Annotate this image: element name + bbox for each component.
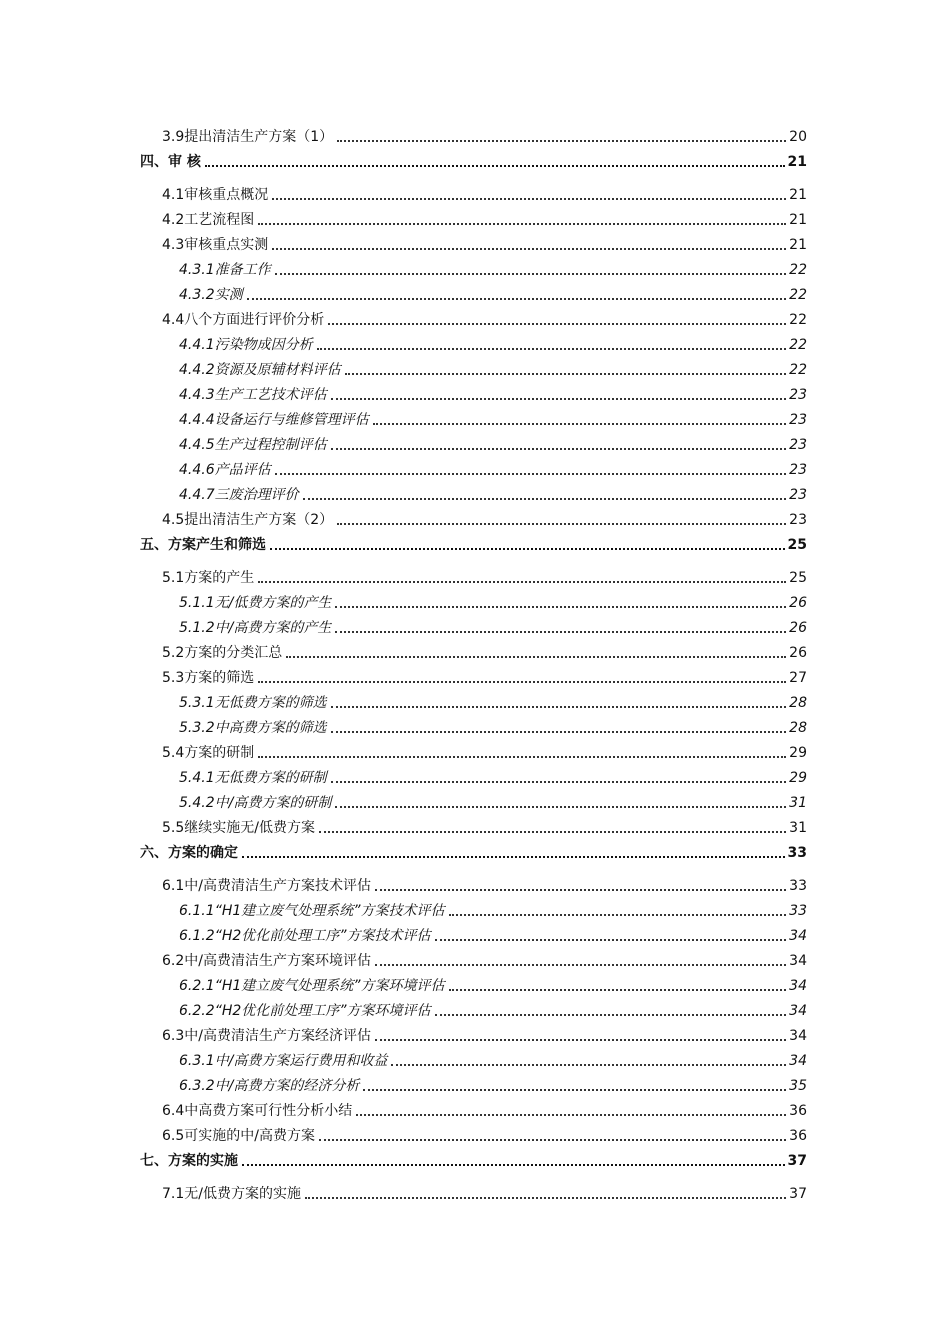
toc-page-number: 23 xyxy=(789,437,807,453)
toc-entry-title: 4.4八个方面进行评价分析 xyxy=(162,312,325,328)
toc-subsection-entry[interactable] xyxy=(179,690,807,712)
dot-leader xyxy=(449,989,786,991)
toc-entry-title: 5.2方案的分类汇总 xyxy=(162,645,283,661)
toc-entry-title: 6.5可实施的中/高费方案 xyxy=(162,1128,315,1144)
toc-section-entry[interactable] xyxy=(162,640,807,662)
toc-subsection-entry[interactable] xyxy=(179,898,807,920)
dot-leader xyxy=(258,681,786,683)
toc-entry-title: 4.4.6产品评估 xyxy=(179,462,271,478)
toc-page-number: 28 xyxy=(789,695,807,711)
dot-leader xyxy=(328,323,786,325)
toc-subsection-entry[interactable] xyxy=(179,715,807,737)
toc-page-number: 23 xyxy=(789,512,807,528)
dot-leader xyxy=(331,706,786,708)
toc-page-number: 34 xyxy=(789,928,807,944)
toc-subsection-entry[interactable] xyxy=(179,765,807,787)
dot-leader xyxy=(375,964,786,966)
toc-entry-title: 5.4.1无低费方案的研制 xyxy=(179,770,327,786)
dot-leader xyxy=(272,248,786,250)
toc-page-number: 36 xyxy=(789,1103,807,1119)
toc-entry-title: 4.3审核重点实测 xyxy=(162,237,269,253)
toc-page-number: 31 xyxy=(789,795,807,811)
dot-leader xyxy=(319,831,786,833)
toc-page-number: 28 xyxy=(789,720,807,736)
toc-page-number: 26 xyxy=(789,645,807,661)
toc-page-number: 26 xyxy=(789,595,807,611)
toc-section-entry[interactable] xyxy=(162,565,807,587)
toc-entry-title: 5.1.2中/高费方案的产生 xyxy=(179,620,332,636)
toc-page-number: 21 xyxy=(789,237,807,253)
toc-entry-title: 6.1.1“H1建立废气处理系统”方案技术评估 xyxy=(179,903,445,919)
dot-leader xyxy=(449,914,786,916)
toc-entry-title: 7.1无/低费方案的实施 xyxy=(162,1186,301,1202)
toc-section-entry[interactable] xyxy=(162,124,807,146)
toc-entry-title: 七、方案的实施 xyxy=(140,1153,238,1169)
toc-subsection-entry[interactable] xyxy=(179,973,807,995)
toc-page-number: 34 xyxy=(789,1053,807,1069)
toc-entry-title: 4.4.2资源及原辅材料评估 xyxy=(179,362,341,378)
toc-entry-title: 4.3.2实测 xyxy=(179,287,243,303)
toc-section-entry[interactable] xyxy=(162,1181,807,1203)
toc-entry-title: 4.3.1准备工作 xyxy=(179,262,271,278)
dot-leader xyxy=(335,606,786,608)
toc-section-entry[interactable] xyxy=(162,665,807,687)
toc-section-entry[interactable] xyxy=(162,1098,807,1120)
toc-entry-title: 5.3方案的筛选 xyxy=(162,670,255,686)
toc-entry-title: 4.4.7三废治理评价 xyxy=(179,487,299,503)
toc-page-number: 34 xyxy=(789,1003,807,1019)
toc-entry-title: 3.9提出清洁生产方案（1） xyxy=(162,129,334,145)
toc-subsection-entry[interactable] xyxy=(179,332,807,354)
toc-page-number: 29 xyxy=(789,770,807,786)
toc-page-number: 35 xyxy=(789,1078,807,1094)
dot-leader xyxy=(345,373,786,375)
toc-page-number: 20 xyxy=(789,129,807,145)
toc-subsection-entry[interactable] xyxy=(179,282,807,304)
toc-entry-title: 4.2工艺流程图 xyxy=(162,212,255,228)
dot-leader xyxy=(331,398,786,400)
toc-entry-title: 5.5继续实施无/低费方案 xyxy=(162,820,315,836)
toc-page-number: 34 xyxy=(789,1028,807,1044)
dot-leader xyxy=(335,631,786,633)
toc-page-number: 37 xyxy=(787,1153,807,1169)
dot-leader xyxy=(286,656,786,658)
dot-leader xyxy=(258,581,786,583)
toc-page-number: 23 xyxy=(789,462,807,478)
toc-chapter-entry[interactable] xyxy=(140,149,807,171)
toc-entry-title: 5.1.1无/低费方案的产生 xyxy=(179,595,332,611)
toc-page-number: 33 xyxy=(787,845,807,861)
dot-leader xyxy=(331,781,786,783)
toc-entry-title: 5.3.2中高费方案的筛选 xyxy=(179,720,327,736)
toc-page-number: 21 xyxy=(789,187,807,203)
toc-section-entry[interactable] xyxy=(162,815,807,837)
toc-subsection-entry[interactable] xyxy=(179,615,807,637)
toc-page-number: 33 xyxy=(789,878,807,894)
toc-page-number: 21 xyxy=(787,154,807,170)
dot-leader xyxy=(242,856,785,858)
toc-subsection-entry[interactable] xyxy=(179,257,807,279)
toc-section-entry[interactable] xyxy=(162,232,807,254)
dot-leader xyxy=(305,1197,786,1199)
toc-chapter-entry[interactable] xyxy=(140,532,807,554)
dot-leader xyxy=(435,939,786,941)
toc-entry-title: 6.2.1“H1建立废气处理系统”方案环境评估 xyxy=(179,978,445,994)
toc-section-entry[interactable] xyxy=(162,307,807,329)
toc-page-number: 22 xyxy=(789,287,807,303)
toc-entry-title: 6.1.2“H2优化前处理工序”方案技术评估 xyxy=(179,928,431,944)
toc-section-entry[interactable] xyxy=(162,948,807,970)
dot-leader xyxy=(258,756,786,758)
toc-entry-title: 4.4.1污染物成因分析 xyxy=(179,337,313,353)
toc-page-number: 22 xyxy=(789,337,807,353)
dot-leader xyxy=(275,473,786,475)
toc-chapter-entry[interactable] xyxy=(140,1148,807,1170)
toc-entry-title: 4.5提出清洁生产方案（2） xyxy=(162,512,334,528)
toc-section-entry[interactable] xyxy=(162,873,807,895)
toc-section-entry[interactable] xyxy=(162,507,807,529)
dot-leader xyxy=(303,498,786,500)
dot-leader xyxy=(270,548,785,550)
toc-page-number: 23 xyxy=(789,387,807,403)
toc-page-number: 22 xyxy=(789,312,807,328)
toc-page-number: 25 xyxy=(787,537,807,553)
toc-subsection-entry[interactable] xyxy=(179,923,807,945)
dot-leader xyxy=(242,1164,785,1166)
toc-entry-title: 四、审 核 xyxy=(140,154,201,170)
dot-leader xyxy=(258,223,786,225)
dot-leader xyxy=(356,1114,786,1116)
toc-entry-title: 6.3.2中/高费方案的经济分析 xyxy=(179,1078,360,1094)
toc-subsection-entry[interactable] xyxy=(179,407,807,429)
toc-page-number: 22 xyxy=(789,262,807,278)
toc-entry-title: 5.3.1无低费方案的筛选 xyxy=(179,695,327,711)
dot-leader xyxy=(247,298,786,300)
toc-subsection-entry[interactable] xyxy=(179,482,807,504)
dot-leader xyxy=(363,1089,786,1091)
dot-leader xyxy=(373,423,786,425)
toc-page-number: 23 xyxy=(789,412,807,428)
toc-page-number: 34 xyxy=(789,978,807,994)
toc-section-entry[interactable] xyxy=(162,207,807,229)
toc-page-number: 22 xyxy=(789,362,807,378)
toc-page-number: 36 xyxy=(789,1128,807,1144)
toc-chapter-entry[interactable] xyxy=(140,840,807,862)
toc-entry-title: 6.2.2“H2优化前处理工序”方案环境评估 xyxy=(179,1003,431,1019)
dot-leader xyxy=(331,731,786,733)
toc-page-number: 21 xyxy=(789,212,807,228)
toc-section-entry[interactable] xyxy=(162,1023,807,1045)
toc-page-number: 23 xyxy=(789,487,807,503)
dot-leader xyxy=(391,1064,786,1066)
dot-leader xyxy=(375,1039,786,1041)
toc-entry-title: 五、方案产生和筛选 xyxy=(140,537,266,553)
toc-subsection-entry[interactable] xyxy=(179,1073,807,1095)
toc-entry-title: 6.3中/高费清洁生产方案经济评估 xyxy=(162,1028,371,1044)
dot-leader xyxy=(205,165,785,167)
toc-subsection-entry[interactable] xyxy=(179,357,807,379)
toc-entry-title: 6.2中/高费清洁生产方案环境评估 xyxy=(162,953,371,969)
toc-entry-title: 4.4.3生产工艺技术评估 xyxy=(179,387,327,403)
toc-section-entry[interactable] xyxy=(162,182,807,204)
dot-leader xyxy=(317,348,786,350)
toc-subsection-entry[interactable] xyxy=(179,382,807,404)
toc-page-number: 37 xyxy=(789,1186,807,1202)
toc-entry-title: 5.1方案的产生 xyxy=(162,570,255,586)
toc-entry-title: 6.1中/高费清洁生产方案技术评估 xyxy=(162,878,371,894)
dot-leader xyxy=(335,806,786,808)
toc-subsection-entry[interactable] xyxy=(179,457,807,479)
toc-section-entry[interactable] xyxy=(162,1123,807,1145)
toc-section-entry[interactable] xyxy=(162,740,807,762)
toc-page-number: 31 xyxy=(789,820,807,836)
toc-entry-title: 5.4.2中/高费方案的研制 xyxy=(179,795,332,811)
toc-entry-title: 4.1审核重点概况 xyxy=(162,187,269,203)
dot-leader xyxy=(275,273,786,275)
toc-page-number: 27 xyxy=(789,670,807,686)
dot-leader xyxy=(375,889,786,891)
toc-subsection-entry[interactable] xyxy=(179,1048,807,1070)
toc-entry-title: 6.4中高费方案可行性分析小结 xyxy=(162,1103,353,1119)
toc-entry-title: 5.4方案的研制 xyxy=(162,745,255,761)
toc-entry-title: 4.4.4设备运行与维修管理评估 xyxy=(179,412,369,428)
dot-leader xyxy=(331,448,786,450)
toc-entry-title: 4.4.5生产过程控制评估 xyxy=(179,437,327,453)
dot-leader xyxy=(272,198,786,200)
toc-page-number: 33 xyxy=(789,903,807,919)
dot-leader xyxy=(337,140,786,142)
toc-subsection-entry[interactable] xyxy=(179,998,807,1020)
toc-subsection-entry[interactable] xyxy=(179,590,807,612)
dot-leader xyxy=(319,1139,786,1141)
dot-leader xyxy=(337,523,786,525)
toc-page-number: 26 xyxy=(789,620,807,636)
toc-page-number: 25 xyxy=(789,570,807,586)
toc-page-number: 29 xyxy=(789,745,807,761)
toc-page-number: 34 xyxy=(789,953,807,969)
toc-subsection-entry[interactable] xyxy=(179,790,807,812)
toc-entry-title: 六、方案的确定 xyxy=(140,845,238,861)
toc-subsection-entry[interactable] xyxy=(179,432,807,454)
dot-leader xyxy=(435,1014,786,1016)
toc-entry-title: 6.3.1中/高费方案运行费用和收益 xyxy=(179,1053,388,1069)
